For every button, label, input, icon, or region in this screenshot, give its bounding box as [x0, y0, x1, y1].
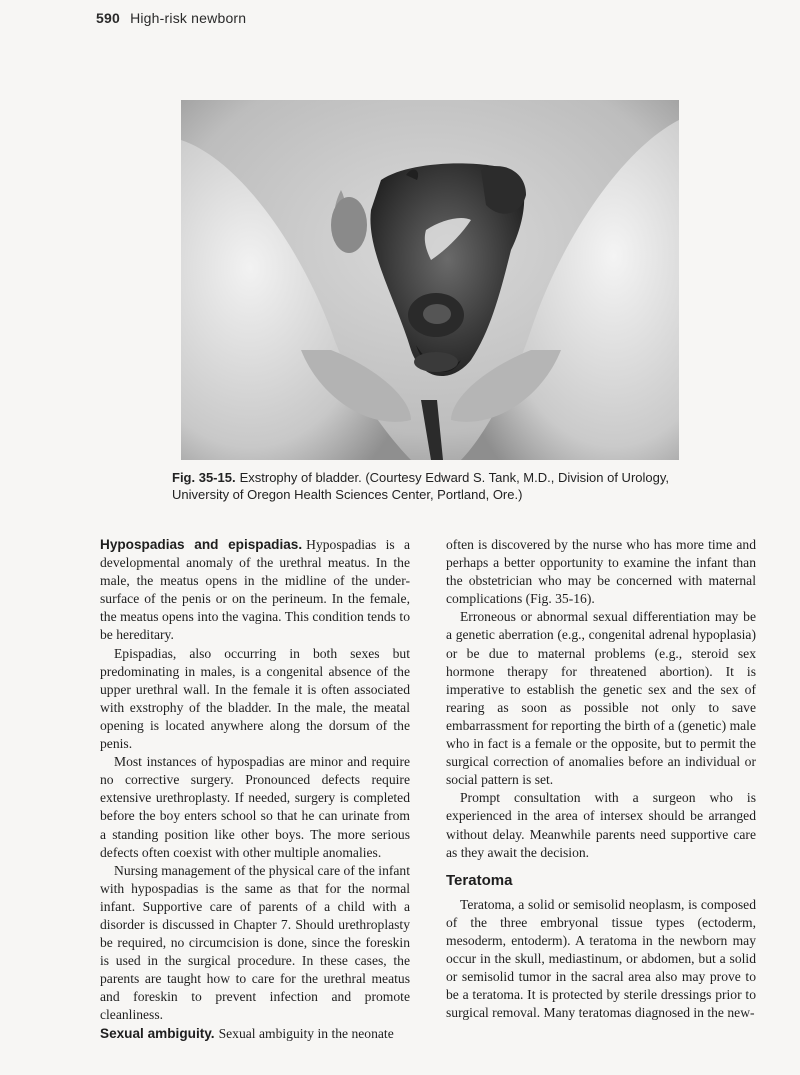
right-column	[446, 536, 756, 1022]
paragraph: Epispadias, also occurring in both sexes but predominating in males, is a congenital absence of the upper urethral wall. In the female it is often associated with exstrophy of the bladder. In the male, the meatal opening is located anywhere along the dorsum of the penis.	[100, 645, 410, 752]
paragraph-text: Hypospadias is a developmental anomaly of the urethral meatus. In the male, the meatus opens in the midline of the under-surface of the penis or on the perineum. In the female, the meatus opens into the vagina. This condition tends to be hereditary.	[100, 537, 410, 643]
running-title: High-risk newborn	[130, 10, 247, 26]
figure-photo	[181, 100, 679, 460]
figure-caption-text: Exstrophy of bladder. (Courtesy Edward S. Tank, M.D., Division of Urology, University of Oregon Health Sciences Center, Portland, Ore.)	[172, 470, 669, 502]
paragraph	[100, 1025, 410, 1043]
paragraph: Erroneous or abnormal sexual differentiation may be a genetic aberration (e.g., congenital adrenal hypoplasia) or be due to maternal problems (e.g., steroid sex hormone therapy for threatened abortion). It is imperative to establish the genetic sex and the sex of rearing as soon as possible not only to save embarrassment for reporting the birth of a (genetic) male who in fact is a female or the opposite, but to permit the surgical correction of anomalies before an individual or social pattern is set.	[446, 609, 756, 788]
paragraph: Teratoma, a solid or semisolid neoplasm, is composed of the three embryonal tissue types (ectoderm, mesoderm, entoderm). A teratoma in the newborn may occur in the skull, mediastinum, or abdomen, but a solid or semisolid tumor in the sacral area also may prove to be a teratoma. It is protected by sterile dressings prior to surgical removal. Many teratomas diagnosed in the new-	[446, 896, 756, 1021]
section-heading: Teratoma	[446, 871, 513, 889]
paragraph: Prompt consultation with a surgeon who is experienced in the area of intersex should be arranged without delay. Meanwhile parents need supportive care as they await the decision.	[446, 790, 756, 860]
running-head	[96, 10, 246, 26]
run-in-heading: Hypospadias and epispadias.	[100, 537, 303, 552]
paragraph-text: Sexual ambiguity in the neonate	[218, 1025, 394, 1041]
paragraph	[100, 536, 410, 645]
paragraph: Most instances of hypospadias are minor and require no corrective surgery. Pronounced defects require extensive urethroplasty. If needed, surgery is completed before the boy enters school so that he can urinate from a standing position like other boys. The more serious defects often coexist with other multiple anomalies.	[100, 754, 410, 860]
run-in-heading: Sexual ambiguity.	[100, 1025, 215, 1041]
figure-caption	[172, 469, 712, 503]
paragraph: Nursing management of the physical care of the infant with hypospadias is the same as that for the normal infant. Supportive care of parents of a child with a disorder is discussed in Chapter 7. Should urethroplasty be required, no circumcision is done, since the foreskin is used in the surgical procedure. In these cases, the parents are taught how to care for the urethral meatus and foreskin to prevent infection and promote cleanliness.	[100, 862, 410, 1023]
figure-label: Fig. 35-15.	[172, 470, 236, 485]
left-column	[100, 536, 410, 1043]
clinical-photo-illustration	[181, 100, 679, 460]
page-number: 590	[96, 10, 120, 26]
paragraph: often is discovered by the nurse who has more time and perhaps a better opportunity to examine the infant than the obstetrician who may be concerned with maternal complications (Fig. 35-16).	[446, 537, 756, 607]
